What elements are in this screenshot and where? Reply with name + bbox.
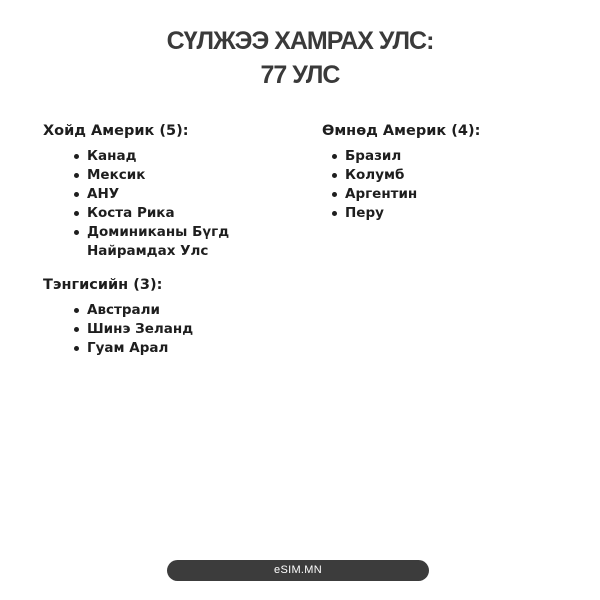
page-title [0,24,600,92]
section-oceania [43,275,283,358]
list-item: Колумб [345,166,562,185]
list-item: АНУ [87,185,283,204]
footer-brand-label: eSIM.MN [274,564,322,576]
country-list-north-america [43,147,283,261]
list-item: Австрали [87,301,283,320]
list-item: Канад [87,147,283,166]
footer-brand-bar [167,560,429,581]
list-item: Бразил [345,147,562,166]
list-item: Доминиканы Бүгд Найрамдах Улс [87,223,283,261]
section-north-america [43,121,283,261]
list-item: Шинэ Зеланд [87,320,283,339]
title-line-2: 77 УЛС [260,61,340,89]
list-item: Перу [345,204,562,223]
section-heading-south-america: Өмнөд Америк (4): [322,123,481,139]
section-south-america [322,121,562,223]
section-heading-oceania: Тэнгисийн (3): [43,277,163,293]
list-item: Аргентин [345,185,562,204]
section-heading-north-america: Хойд Америк (5): [43,123,189,139]
country-list-south-america [322,147,562,223]
list-item: Мексик [87,166,283,185]
list-item: Коста Рика [87,204,283,223]
title-line-1: СҮЛЖЭЭ ХАМРАХ УЛС: [166,27,434,55]
country-list-oceania [43,301,283,358]
list-item: Гуам Арал [87,339,283,358]
